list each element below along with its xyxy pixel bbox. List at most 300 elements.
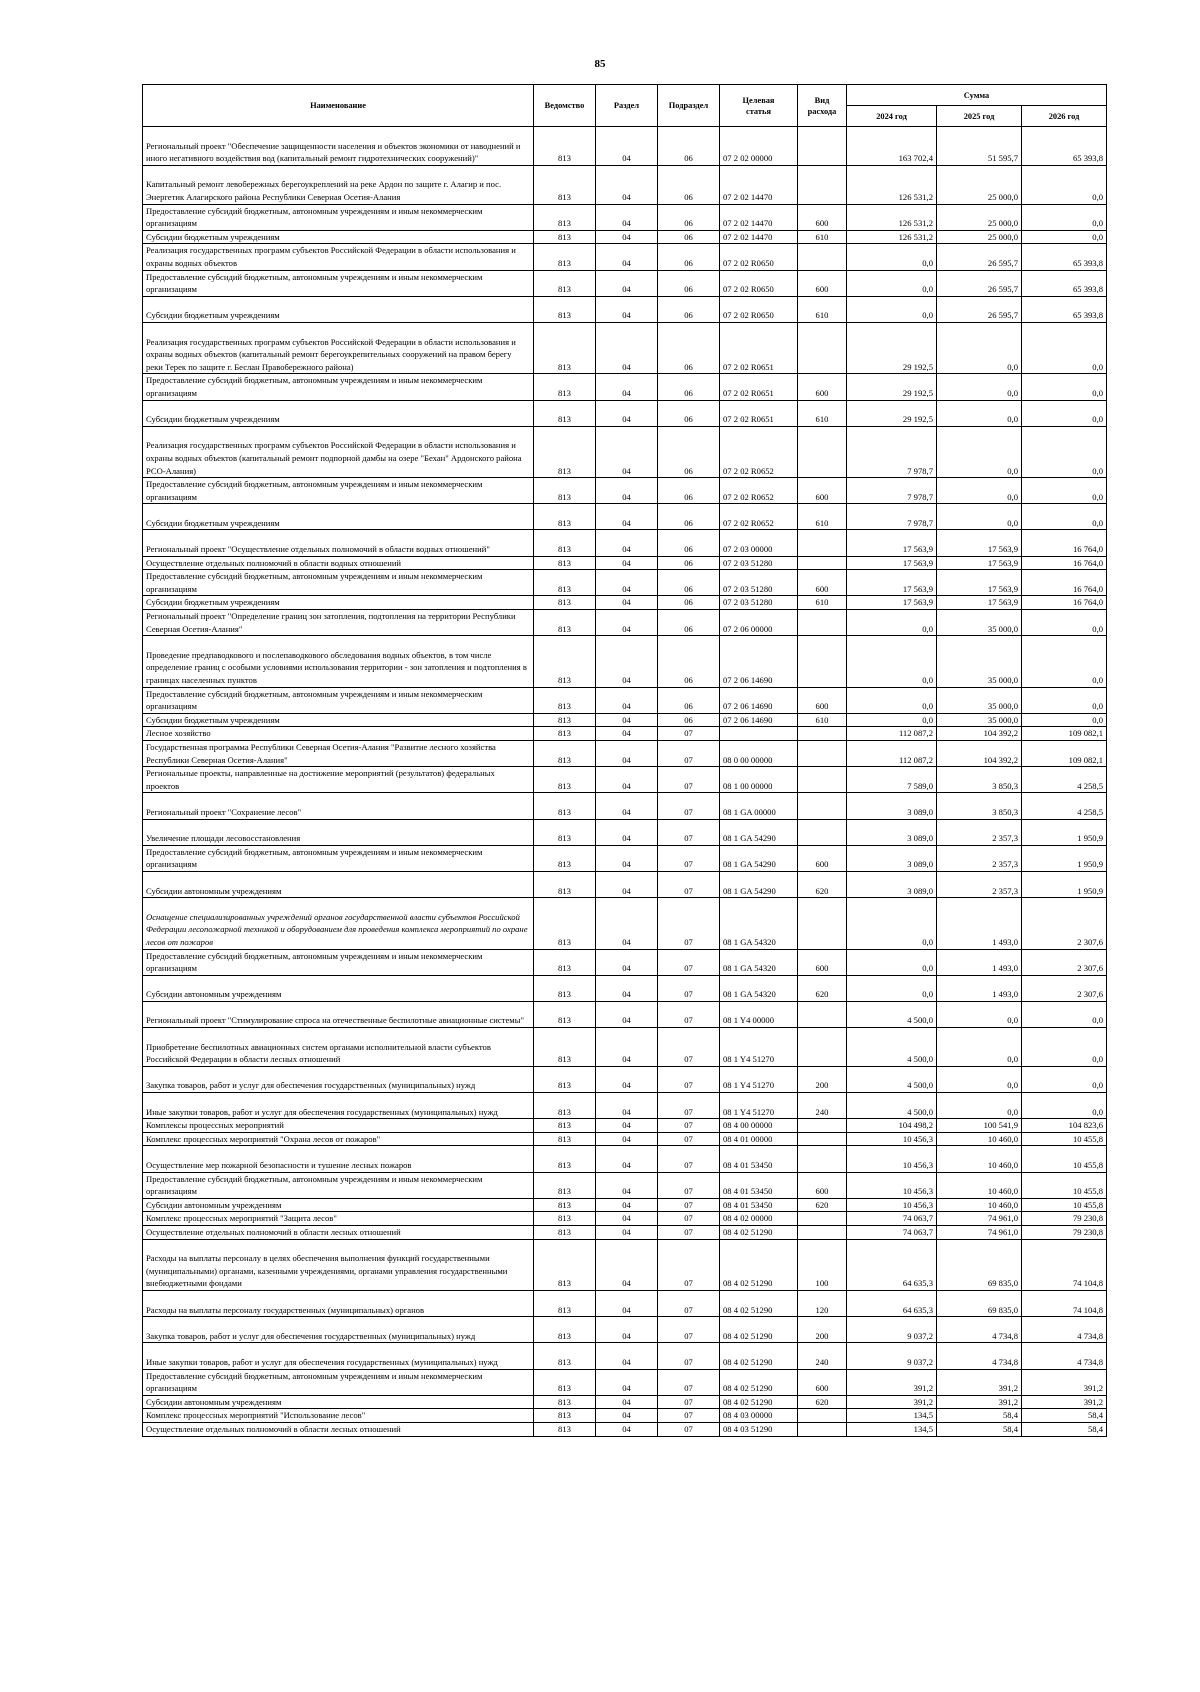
row-name: Комплексы процессных мероприятий <box>143 1119 534 1133</box>
row-expense-type <box>798 244 847 270</box>
row-expense-type <box>798 636 847 687</box>
row-vedomstvo: 813 <box>534 1343 596 1369</box>
row-podrazdel: 06 <box>658 230 720 244</box>
row-razdel: 04 <box>596 1290 658 1316</box>
row-target-article: 07 2 02 00000 <box>720 127 798 166</box>
row-razdel: 04 <box>596 1212 658 1226</box>
row-vedomstvo: 813 <box>534 1369 596 1395</box>
row-sum-2024: 134,5 <box>847 1422 937 1436</box>
row-razdel: 04 <box>596 898 658 949</box>
row-sum-2024: 4 500,0 <box>847 1093 937 1119</box>
row-razdel: 04 <box>596 1422 658 1436</box>
row-sum-2026: 10 455,8 <box>1022 1198 1107 1212</box>
row-podrazdel: 07 <box>658 740 720 766</box>
table-row <box>143 1066 1107 1092</box>
row-target-article: 08 4 02 51290 <box>720 1317 798 1343</box>
row-sum-2024: 3 089,0 <box>847 845 937 871</box>
row-name: Предоставление субсидий бюджетным, автономным учреждениям и иным некоммерческим организациям <box>143 1369 534 1395</box>
row-target-article: 07 2 03 00000 <box>720 530 798 556</box>
row-sum-2026: 109 082,1 <box>1022 727 1107 741</box>
table-row <box>143 1239 1107 1290</box>
row-target-article: 07 2 06 14690 <box>720 687 798 713</box>
row-expense-type: 600 <box>798 204 847 230</box>
row-podrazdel: 06 <box>658 556 720 570</box>
row-razdel: 04 <box>596 1093 658 1119</box>
row-sum-2026: 0,0 <box>1022 636 1107 687</box>
row-target-article: 08 4 02 51290 <box>720 1395 798 1409</box>
row-sum-2024: 126 531,2 <box>847 165 937 204</box>
row-target-article: 08 4 01 53450 <box>720 1172 798 1198</box>
table-row <box>143 740 1107 766</box>
row-podrazdel: 07 <box>658 1225 720 1239</box>
row-target-article: 07 2 06 14690 <box>720 636 798 687</box>
header-expense-line1: Вид <box>814 95 830 105</box>
row-sum-2026: 4 258,5 <box>1022 793 1107 819</box>
row-name: Проведение предпаводкового и послепаводкового обследования водных объектов, в том числе определение границ с особыми условиями использования территории - зон затопления и подтопления в границах населенных пунктов <box>143 636 534 687</box>
row-expense-type <box>798 767 847 793</box>
row-expense-type <box>798 1119 847 1133</box>
row-expense-type: 620 <box>798 1395 847 1409</box>
row-sum-2024: 126 531,2 <box>847 230 937 244</box>
row-razdel: 04 <box>596 1066 658 1092</box>
row-target-article: 08 4 02 51290 <box>720 1369 798 1395</box>
row-sum-2024: 0,0 <box>847 898 937 949</box>
row-name: Осуществление отдельных полномочий в области лесных отношений <box>143 1422 534 1436</box>
row-target-article: 08 4 02 51290 <box>720 1225 798 1239</box>
row-target-article: 07 2 02 R0650 <box>720 244 798 270</box>
row-sum-2025: 104 392,2 <box>937 727 1022 741</box>
row-podrazdel: 07 <box>658 1212 720 1226</box>
table-row <box>143 478 1107 504</box>
row-target-article: 07 2 03 51280 <box>720 596 798 610</box>
row-expense-type: 610 <box>798 400 847 426</box>
row-sum-2026: 79 230,8 <box>1022 1225 1107 1239</box>
row-podrazdel: 07 <box>658 1239 720 1290</box>
row-name: Осуществление отдельных полномочий в области лесных отношений <box>143 1225 534 1239</box>
row-sum-2025: 0,0 <box>937 504 1022 530</box>
row-expense-type <box>798 793 847 819</box>
row-target-article: 08 4 00 00000 <box>720 1119 798 1133</box>
row-sum-2024: 391,2 <box>847 1395 937 1409</box>
row-expense-type: 610 <box>798 296 847 322</box>
row-name: Иные закупки товаров, работ и услуг для обеспечения государственных (муниципальных) нужд <box>143 1343 534 1369</box>
table-row <box>143 1028 1107 1067</box>
row-razdel: 04 <box>596 1119 658 1133</box>
row-name: Комплекс процессных мероприятий "Использование лесов" <box>143 1409 534 1423</box>
row-vedomstvo: 813 <box>534 898 596 949</box>
table-row <box>143 1409 1107 1423</box>
row-razdel: 04 <box>596 687 658 713</box>
row-vedomstvo: 813 <box>534 819 596 845</box>
row-sum-2024: 64 635,3 <box>847 1239 937 1290</box>
row-expense-type: 240 <box>798 1343 847 1369</box>
row-vedomstvo: 813 <box>534 610 596 636</box>
row-sum-2026: 58,4 <box>1022 1409 1107 1423</box>
row-podrazdel: 06 <box>658 713 720 727</box>
header-expense-line2: расхода <box>807 106 837 116</box>
table-row <box>143 1369 1107 1395</box>
table-row <box>143 1343 1107 1369</box>
table-row <box>143 400 1107 426</box>
row-vedomstvo: 813 <box>534 1028 596 1067</box>
row-target-article: 07 2 03 51280 <box>720 570 798 596</box>
row-target-article: 07 2 02 R0651 <box>720 374 798 400</box>
row-sum-2024: 0,0 <box>847 610 937 636</box>
row-expense-type: 600 <box>798 1369 847 1395</box>
row-podrazdel: 06 <box>658 127 720 166</box>
header-vedomstvo: Ведомство <box>534 85 596 127</box>
row-sum-2026: 2 307,6 <box>1022 949 1107 975</box>
row-expense-type: 600 <box>798 570 847 596</box>
row-sum-2024: 3 089,0 <box>847 819 937 845</box>
row-vedomstvo: 813 <box>534 426 596 477</box>
row-vedomstvo: 813 <box>534 713 596 727</box>
row-podrazdel: 07 <box>658 1317 720 1343</box>
row-sum-2026: 74 104,8 <box>1022 1239 1107 1290</box>
row-sum-2025: 10 460,0 <box>937 1172 1022 1198</box>
row-sum-2024: 17 563,9 <box>847 530 937 556</box>
row-razdel: 04 <box>596 767 658 793</box>
row-sum-2026: 65 393,8 <box>1022 296 1107 322</box>
row-expense-type: 600 <box>798 478 847 504</box>
row-razdel: 04 <box>596 244 658 270</box>
row-podrazdel: 07 <box>658 1198 720 1212</box>
row-sum-2026: 104 823,6 <box>1022 1119 1107 1133</box>
row-vedomstvo: 813 <box>534 504 596 530</box>
row-vedomstvo: 813 <box>534 596 596 610</box>
row-expense-type <box>798 426 847 477</box>
row-razdel: 04 <box>596 530 658 556</box>
row-sum-2025: 0,0 <box>937 400 1022 426</box>
row-name: Осуществление мер пожарной безопасности и тушение лесных пожаров <box>143 1146 534 1172</box>
row-podrazdel: 07 <box>658 727 720 741</box>
header-target-line2: статья <box>746 106 771 116</box>
row-vedomstvo: 813 <box>534 374 596 400</box>
row-vedomstvo: 813 <box>534 740 596 766</box>
row-sum-2024: 7 589,0 <box>847 767 937 793</box>
row-podrazdel: 06 <box>658 478 720 504</box>
row-sum-2025: 0,0 <box>937 1001 1022 1027</box>
row-expense-type: 610 <box>798 504 847 530</box>
row-sum-2024: 163 702,4 <box>847 127 937 166</box>
row-name: Осуществление отдельных полномочий в области водных отношений <box>143 556 534 570</box>
row-sum-2026: 0,0 <box>1022 713 1107 727</box>
row-target-article <box>720 727 798 741</box>
row-name: Реализация государственных программ субъектов Российской Федерации в области использования и охраны водных объектов (капитальный ремонт подпорной дамбы на озере "Бехан" Ардонского района РСО-Алания) <box>143 426 534 477</box>
row-vedomstvo: 813 <box>534 949 596 975</box>
row-sum-2024: 104 498,2 <box>847 1119 937 1133</box>
table-row <box>143 1172 1107 1198</box>
row-razdel: 04 <box>596 596 658 610</box>
row-sum-2025: 17 563,9 <box>937 596 1022 610</box>
row-vedomstvo: 813 <box>534 1317 596 1343</box>
row-name: Комплекс процессных мероприятий "Охрана лесов от пожаров" <box>143 1132 534 1146</box>
row-sum-2024: 3 089,0 <box>847 871 937 897</box>
row-target-article: 08 4 02 51290 <box>720 1343 798 1369</box>
row-sum-2025: 0,0 <box>937 374 1022 400</box>
row-expense-type <box>798 1001 847 1027</box>
row-target-article: 07 2 02 R0650 <box>720 270 798 296</box>
row-razdel: 04 <box>596 374 658 400</box>
header-year-2025: 2025 год <box>937 106 1022 127</box>
row-name: Иные закупки товаров, работ и услуг для обеспечения государственных (муниципальных) нужд <box>143 1093 534 1119</box>
row-sum-2024: 64 635,3 <box>847 1290 937 1316</box>
row-vedomstvo: 813 <box>534 322 596 373</box>
row-sum-2025: 35 000,0 <box>937 713 1022 727</box>
table-row <box>143 204 1107 230</box>
row-vedomstvo: 813 <box>534 1093 596 1119</box>
row-razdel: 04 <box>596 1172 658 1198</box>
row-name: Капитальный ремонт левобережных берегоукреплений на реке Ардон по защите г. Алагир и пос. Энергетик Алагирского района Республики Северная Осетия-Алания <box>143 165 534 204</box>
row-sum-2025: 35 000,0 <box>937 636 1022 687</box>
row-expense-type <box>798 819 847 845</box>
row-sum-2024: 17 563,9 <box>847 570 937 596</box>
row-sum-2025: 3 850,3 <box>937 767 1022 793</box>
row-name: Субсидии бюджетным учреждениям <box>143 596 534 610</box>
row-target-article: 08 4 01 53450 <box>720 1146 798 1172</box>
row-sum-2024: 4 500,0 <box>847 1066 937 1092</box>
table-row <box>143 1317 1107 1343</box>
row-expense-type <box>798 1028 847 1067</box>
row-name: Оснащение специализированных учреждений органов государственной власти субъектов Российской Федерации лесопожарной техникой и оборудованием для проведения комплекса мероприятий по охране лесов от пожаров <box>143 898 534 949</box>
row-target-article: 08 4 01 00000 <box>720 1132 798 1146</box>
row-sum-2026: 0,0 <box>1022 322 1107 373</box>
table-row <box>143 687 1107 713</box>
row-target-article: 08 1 GA 54320 <box>720 975 798 1001</box>
table-row <box>143 1212 1107 1226</box>
row-sum-2024: 17 563,9 <box>847 596 937 610</box>
row-sum-2025: 58,4 <box>937 1409 1022 1423</box>
row-vedomstvo: 813 <box>534 530 596 556</box>
row-sum-2024: 0,0 <box>847 244 937 270</box>
row-expense-type: 200 <box>798 1066 847 1092</box>
row-expense-type: 600 <box>798 949 847 975</box>
row-name: Региональный проект "Обеспечение защищенности населения и объектов экономики от наводнений и иного негативного воздействия вод (капитальный ремонт гидротехнических сооружений)" <box>143 127 534 166</box>
row-target-article: 07 2 02 14470 <box>720 165 798 204</box>
row-target-article: 07 2 02 R0652 <box>720 504 798 530</box>
row-sum-2024: 17 563,9 <box>847 556 937 570</box>
row-sum-2026: 0,0 <box>1022 1001 1107 1027</box>
row-razdel: 04 <box>596 570 658 596</box>
row-sum-2024: 7 978,7 <box>847 504 937 530</box>
row-name: Региональный проект "Осуществление отдельных полномочий в области водных отношений" <box>143 530 534 556</box>
row-name: Субсидии бюджетным учреждениям <box>143 713 534 727</box>
row-target-article: 08 1 GA 00000 <box>720 793 798 819</box>
page-number: 85 <box>594 58 606 70</box>
row-sum-2026: 0,0 <box>1022 230 1107 244</box>
row-name: Закупка товаров, работ и услуг для обеспечения государственных (муниципальных) нужд <box>143 1317 534 1343</box>
row-razdel: 04 <box>596 556 658 570</box>
row-expense-type: 200 <box>798 1317 847 1343</box>
row-name: Реализация государственных программ субъектов Российской Федерации в области использования и охраны водных объектов (капитальный ремонт берегоукрепительных сооружений на правом берегу реки Терек по защите г. Беслан Правобережного района) <box>143 322 534 373</box>
row-target-article: 08 1 GA 54290 <box>720 819 798 845</box>
table-row <box>143 610 1107 636</box>
row-sum-2025: 69 835,0 <box>937 1239 1022 1290</box>
row-razdel: 04 <box>596 949 658 975</box>
row-vedomstvo: 813 <box>534 1395 596 1409</box>
table-row <box>143 949 1107 975</box>
row-target-article: 07 2 02 R0650 <box>720 296 798 322</box>
row-sum-2024: 126 531,2 <box>847 204 937 230</box>
row-sum-2026: 16 764,0 <box>1022 570 1107 596</box>
row-target-article: 08 1 00 00000 <box>720 767 798 793</box>
row-vedomstvo: 813 <box>534 793 596 819</box>
row-podrazdel: 06 <box>658 296 720 322</box>
table-row <box>143 1093 1107 1119</box>
row-sum-2026: 0,0 <box>1022 687 1107 713</box>
row-sum-2026: 0,0 <box>1022 165 1107 204</box>
row-target-article: 08 1 GA 54290 <box>720 845 798 871</box>
row-expense-type: 120 <box>798 1290 847 1316</box>
row-name: Приобретение беспилотных авиационных систем органами исполнительной власти субъектов Российской Федерации в области лесных отношений <box>143 1028 534 1067</box>
row-sum-2024: 74 063,7 <box>847 1225 937 1239</box>
row-sum-2026: 1 950,9 <box>1022 845 1107 871</box>
table-body <box>143 127 1107 1437</box>
table-row <box>143 1225 1107 1239</box>
row-sum-2025: 3 850,3 <box>937 793 1022 819</box>
row-expense-type: 620 <box>798 1198 847 1212</box>
table-row <box>143 1119 1107 1133</box>
row-name: Расходы на выплаты персоналу государственных (муниципальных) органов <box>143 1290 534 1316</box>
row-name: Предоставление субсидий бюджетным, автономным учреждениям и иным некоммерческим организациям <box>143 949 534 975</box>
row-expense-type <box>798 1422 847 1436</box>
row-sum-2024: 9 037,2 <box>847 1317 937 1343</box>
row-podrazdel: 07 <box>658 819 720 845</box>
row-sum-2025: 10 460,0 <box>937 1198 1022 1212</box>
row-podrazdel: 07 <box>658 1172 720 1198</box>
row-sum-2025: 0,0 <box>937 1093 1022 1119</box>
row-razdel: 04 <box>596 165 658 204</box>
row-sum-2026: 391,2 <box>1022 1395 1107 1409</box>
table-row <box>143 767 1107 793</box>
row-vedomstvo: 813 <box>534 1132 596 1146</box>
row-sum-2026: 74 104,8 <box>1022 1290 1107 1316</box>
row-target-article: 08 4 03 00000 <box>720 1409 798 1423</box>
row-sum-2025: 26 595,7 <box>937 270 1022 296</box>
table-row <box>143 230 1107 244</box>
row-podrazdel: 06 <box>658 426 720 477</box>
row-razdel: 04 <box>596 204 658 230</box>
row-sum-2026: 0,0 <box>1022 1066 1107 1092</box>
row-sum-2026: 4 258,5 <box>1022 767 1107 793</box>
row-sum-2025: 100 541,9 <box>937 1119 1022 1133</box>
row-expense-type <box>798 898 847 949</box>
row-sum-2024: 3 089,0 <box>847 793 937 819</box>
row-expense-type <box>798 727 847 741</box>
table-row <box>143 1422 1107 1436</box>
row-sum-2024: 112 087,2 <box>847 740 937 766</box>
row-razdel: 04 <box>596 871 658 897</box>
row-sum-2024: 9 037,2 <box>847 1343 937 1369</box>
row-sum-2025: 25 000,0 <box>937 165 1022 204</box>
row-target-article: 08 4 02 51290 <box>720 1290 798 1316</box>
row-sum-2025: 104 392,2 <box>937 740 1022 766</box>
row-name: Реализация государственных программ субъектов Российской Федерации в области использования и охраны водных объектов <box>143 244 534 270</box>
row-name: Предоставление субсидий бюджетным, автономным учреждениям и иным некоммерческим организациям <box>143 687 534 713</box>
table-row <box>143 1198 1107 1212</box>
row-sum-2025: 25 000,0 <box>937 230 1022 244</box>
row-razdel: 04 <box>596 426 658 477</box>
row-vedomstvo: 813 <box>534 570 596 596</box>
row-razdel: 04 <box>596 1317 658 1343</box>
row-razdel: 04 <box>596 610 658 636</box>
row-sum-2024: 0,0 <box>847 687 937 713</box>
row-vedomstvo: 813 <box>534 1212 596 1226</box>
row-target-article: 08 4 02 00000 <box>720 1212 798 1226</box>
row-podrazdel: 07 <box>658 1146 720 1172</box>
row-sum-2026: 65 393,8 <box>1022 270 1107 296</box>
row-sum-2026: 391,2 <box>1022 1369 1107 1395</box>
table-row <box>143 1395 1107 1409</box>
header-razdel: Раздел <box>596 85 658 127</box>
row-vedomstvo: 813 <box>534 687 596 713</box>
row-sum-2025: 69 835,0 <box>937 1290 1022 1316</box>
row-sum-2025: 0,0 <box>937 322 1022 373</box>
row-podrazdel: 07 <box>658 1290 720 1316</box>
row-podrazdel: 07 <box>658 1343 720 1369</box>
row-expense-type <box>798 1225 847 1239</box>
row-podrazdel: 07 <box>658 1066 720 1092</box>
row-razdel: 04 <box>596 819 658 845</box>
table-row <box>143 871 1107 897</box>
row-expense-type <box>798 610 847 636</box>
row-razdel: 04 <box>596 478 658 504</box>
row-target-article: 08 4 02 51290 <box>720 1239 798 1290</box>
header-expense-type <box>798 85 847 127</box>
row-sum-2026: 1 950,9 <box>1022 871 1107 897</box>
row-expense-type: 600 <box>798 270 847 296</box>
row-name: Региональный проект "Сохранение лесов" <box>143 793 534 819</box>
table-row <box>143 636 1107 687</box>
row-sum-2025: 0,0 <box>937 1066 1022 1092</box>
header-name: Наименование <box>143 85 534 127</box>
row-podrazdel: 07 <box>658 793 720 819</box>
row-sum-2025: 51 595,7 <box>937 127 1022 166</box>
row-sum-2025: 74 961,0 <box>937 1225 1022 1239</box>
header-podrazdel: Подраздел <box>658 85 720 127</box>
table-row <box>143 270 1107 296</box>
row-expense-type: 620 <box>798 871 847 897</box>
row-sum-2026: 2 307,6 <box>1022 975 1107 1001</box>
row-sum-2026: 2 307,6 <box>1022 898 1107 949</box>
row-podrazdel: 07 <box>658 1395 720 1409</box>
table-row <box>143 819 1107 845</box>
row-podrazdel: 06 <box>658 322 720 373</box>
row-razdel: 04 <box>596 1198 658 1212</box>
row-sum-2025: 1 493,0 <box>937 949 1022 975</box>
table-row <box>143 845 1107 871</box>
row-podrazdel: 07 <box>658 898 720 949</box>
table-row <box>143 793 1107 819</box>
row-name: Субсидии автономным учреждениям <box>143 871 534 897</box>
row-expense-type: 610 <box>798 230 847 244</box>
row-name: Региональный проект "Стимулирование спроса на отечественные беспилотные авиационные системы" <box>143 1001 534 1027</box>
row-vedomstvo: 813 <box>534 1225 596 1239</box>
row-razdel: 04 <box>596 727 658 741</box>
row-vedomstvo: 813 <box>534 1290 596 1316</box>
row-podrazdel: 07 <box>658 845 720 871</box>
row-podrazdel: 06 <box>658 400 720 426</box>
table-row <box>143 1146 1107 1172</box>
row-sum-2024: 0,0 <box>847 296 937 322</box>
row-sum-2026: 109 082,1 <box>1022 740 1107 766</box>
row-podrazdel: 06 <box>658 636 720 687</box>
row-vedomstvo: 813 <box>534 230 596 244</box>
row-vedomstvo: 813 <box>534 244 596 270</box>
row-podrazdel: 06 <box>658 530 720 556</box>
row-podrazdel: 06 <box>658 165 720 204</box>
row-sum-2024: 29 192,5 <box>847 374 937 400</box>
